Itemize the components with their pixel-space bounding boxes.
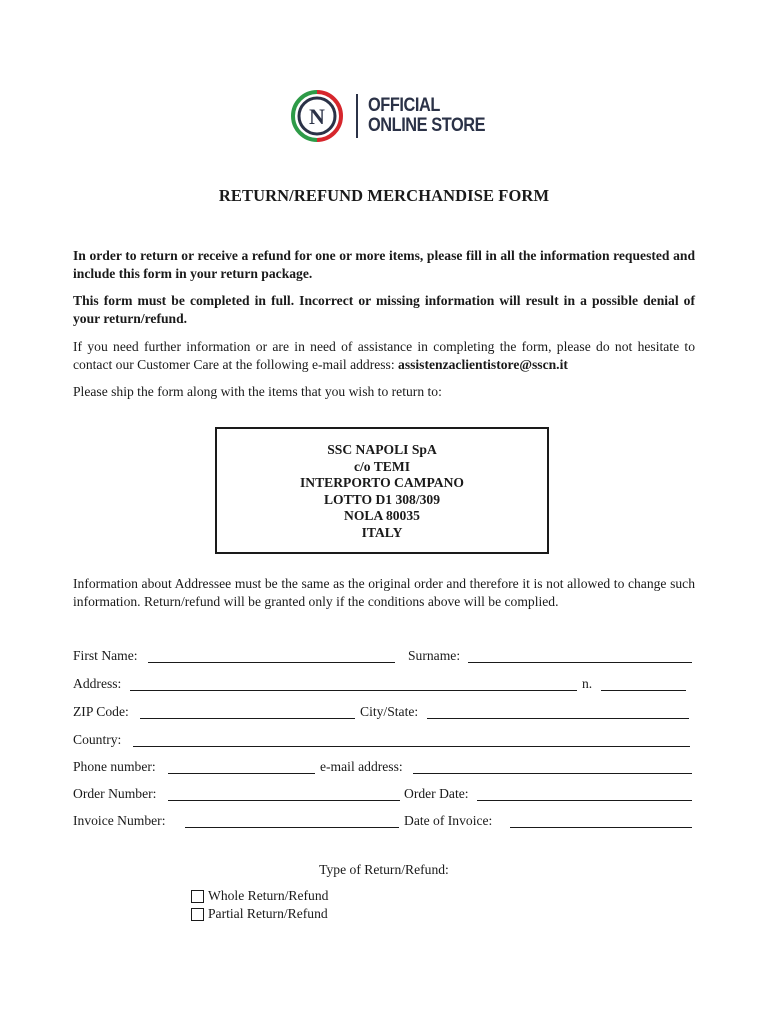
partial-return-option[interactable] bbox=[191, 906, 328, 922]
country-label: Country: bbox=[73, 732, 122, 747]
order-number-label: Order Number: bbox=[73, 786, 157, 801]
row-zip-city bbox=[73, 704, 695, 724]
country-field[interactable] bbox=[133, 746, 690, 747]
invoice-number-field[interactable] bbox=[185, 827, 399, 828]
email-label: e-mail address: bbox=[320, 759, 403, 774]
zip-label: ZIP Code: bbox=[73, 704, 129, 719]
logo-letter: N bbox=[309, 104, 325, 129]
first-name-field[interactable] bbox=[148, 662, 395, 663]
shipping-address-box bbox=[215, 427, 549, 554]
address-line: SSC NAPOLI SpA bbox=[327, 442, 437, 457]
address-line: LOTTO D1 308/309 bbox=[323, 491, 441, 507]
intro-paragraph-4: Please ship the form along with the items that you wish to return to: bbox=[73, 384, 442, 399]
intro-paragraph-3 bbox=[73, 338, 695, 374]
row-address bbox=[73, 676, 695, 696]
city-state-label: City/State: bbox=[360, 704, 419, 719]
logo-line-1: OFFICIAL bbox=[368, 95, 440, 116]
address-label: Address: bbox=[73, 676, 122, 691]
invoice-date-label: Date of Invoice: bbox=[404, 813, 493, 828]
address-line: INTERPORTO CAMPANO bbox=[299, 475, 465, 490]
row-name bbox=[73, 648, 695, 668]
phone-field[interactable] bbox=[168, 773, 315, 774]
intro-paragraph-2: This form must be completed in full. Incorrect or missing information will result in a possible denial of your return/refund. bbox=[73, 293, 695, 326]
whole-return-label: Whole Return/Refund bbox=[208, 888, 329, 903]
logo-wordmark bbox=[368, 96, 485, 136]
whole-return-checkbox[interactable] bbox=[191, 890, 204, 903]
logo-line-2: ONLINE STORE bbox=[368, 115, 486, 136]
customer-care-email[interactable]: assistenzaclientistore@sscn.it bbox=[398, 357, 568, 372]
napoli-crest-icon bbox=[290, 89, 344, 143]
intro-paragraph-1: In order to return or receive a refund for one or more items, please fill in all the information requested and include this form in your return package. bbox=[73, 248, 695, 281]
address-line: NOLA 80035 bbox=[344, 508, 420, 523]
address-line: ITALY bbox=[361, 524, 403, 540]
whole-return-option[interactable] bbox=[191, 888, 328, 904]
contact-text: If you need further information or are in need of assistance in completing the form, please do not hesitate to contact our Customer Care at the following e-mail address: bbox=[73, 339, 695, 372]
partial-return-label: Partial Return/Refund bbox=[208, 906, 328, 921]
phone-label: Phone number: bbox=[73, 759, 156, 774]
row-contact bbox=[73, 759, 695, 779]
address-field[interactable] bbox=[130, 690, 577, 691]
email-field[interactable] bbox=[413, 773, 692, 774]
invoice-date-field[interactable] bbox=[510, 827, 692, 828]
number-label: n. bbox=[582, 676, 593, 691]
address-line: c/o TEMI bbox=[353, 458, 410, 474]
row-country bbox=[73, 732, 695, 752]
return-type-title: Type of Return/Refund: bbox=[319, 862, 449, 877]
partial-return-checkbox[interactable] bbox=[191, 908, 204, 921]
row-order bbox=[73, 786, 695, 806]
form-title: RETURN/REFUND MERCHANDISE FORM bbox=[218, 186, 550, 205]
logo-separator bbox=[356, 94, 358, 138]
addressee-notice: Information about Addressee must be the same as the original order and therefore it is not allowed to change such information. Return/refund will be granted only if the conditions above will be complied. bbox=[73, 576, 695, 609]
city-state-field[interactable] bbox=[427, 718, 689, 719]
first-name-label: First Name: bbox=[73, 648, 138, 663]
store-logo bbox=[290, 90, 504, 142]
order-number-field[interactable] bbox=[168, 800, 400, 801]
row-invoice bbox=[73, 813, 695, 833]
surname-label: Surname: bbox=[408, 648, 461, 663]
surname-field[interactable] bbox=[468, 662, 692, 663]
invoice-number-label: Invoice Number: bbox=[73, 813, 166, 828]
zip-field[interactable] bbox=[140, 718, 355, 719]
number-field[interactable] bbox=[601, 690, 686, 691]
order-date-field[interactable] bbox=[477, 800, 692, 801]
order-date-label: Order Date: bbox=[404, 786, 469, 801]
